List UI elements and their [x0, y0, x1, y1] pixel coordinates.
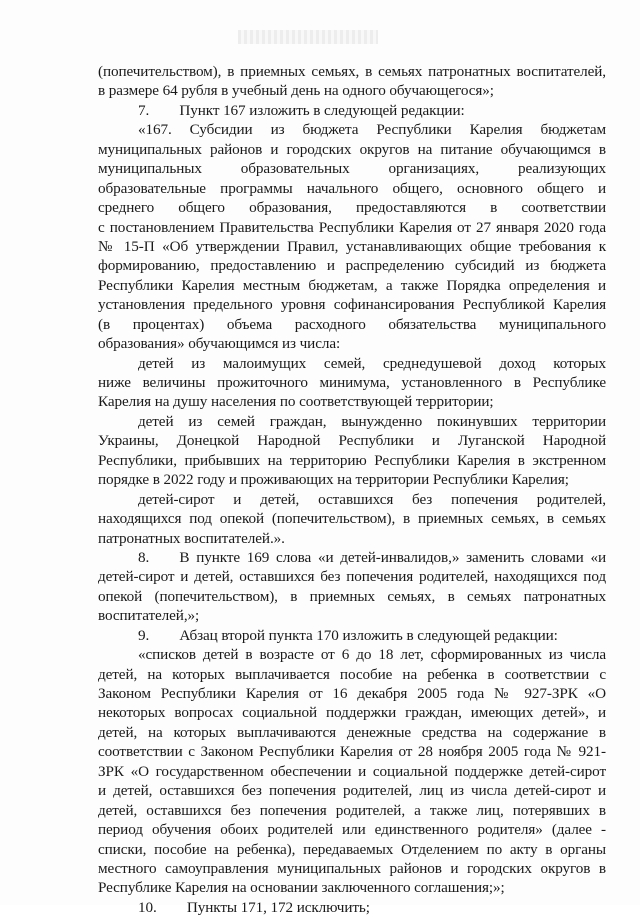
text-line: патронатных воспитателей.».	[98, 529, 285, 547]
text-line: Республики Карелия местным бюджетам, а также Порядка определения и	[98, 276, 606, 294]
list-item-number: 10. Пункты 171, 172 исключить;	[138, 898, 370, 916]
text-line: воспитателей,»;	[98, 607, 200, 625]
text-line: «списков детей в возрасте от 6 до 18 лет, сформированных из числа	[138, 646, 606, 664]
text-line: Карелия на душу населения по соответствующей территории;	[98, 393, 494, 411]
text-line: детей из малоимущих семей, среднедушевой доход которых	[138, 354, 606, 372]
text-line: образовательные программы начального общего, основного общего и	[98, 179, 606, 197]
text-line: детей, на которых выплачивается пособие на ребенка в соответствии с	[98, 665, 606, 683]
text-line: Украины, Донецкой Народной Республики и Луганской Народной	[98, 432, 606, 450]
text-line: порядке в 2022 году и проживающих на территории Республики Карелия;	[98, 471, 569, 489]
text-line: в размере 64 рубля в учебный день на одного обучающегося»;	[98, 82, 494, 100]
scan-stamp-mark	[238, 30, 378, 44]
list-item-number: 9. Абзац второй пункта 170 изложить в следующей редакции:	[138, 626, 558, 644]
text-line: ЗРК «О государственном обеспечении и социальной поддержке детей-сирот	[98, 762, 606, 780]
text-line: некоторых вопросах социальной поддержки граждан, имеющих детей», и	[98, 704, 606, 722]
text-line: детей-сирот и детей, оставшихся без попечения родителей, находящихся под	[98, 568, 606, 586]
text-line: среднего общего образования, предоставляются в соответствии	[98, 199, 606, 217]
text-line: соответствии с Законом Республики Карелия от 28 ноября 2005 года № 921-	[98, 743, 606, 761]
text-line: находящихся под опекой (попечительством), в приемных семьях, в семьях	[98, 510, 606, 528]
text-line: муниципальных образовательных организациях, реализующих	[98, 160, 606, 178]
text-line: период обучения обоих родителей или единственного родителя» (далее -	[98, 821, 606, 839]
text-line: Республике Карелия на основании заключенного соглашения;»;	[98, 879, 505, 897]
text-line: детей, оставшихся без попечения родителей, а также лиц, потерявших в	[98, 801, 606, 819]
text-line: ниже величины прожиточного минимума, установленного в Республике	[98, 374, 606, 391]
text-line: и детей, оставшихся без попечения родителей, лиц из числа детей-сирот и	[98, 782, 606, 800]
text-line: местного самоуправления муниципальных районов и городских округов в	[98, 859, 606, 877]
text-line: списки, пособие на ребенка), передаваемых Отделением по акту в органы	[98, 840, 606, 858]
text-line: опекой (попечительством), в приемных семьях, в семьях патронатных	[98, 587, 606, 605]
text-line: установления предельного уровня софинансирования Республикой Карелия	[98, 296, 606, 314]
text-line: Республики, прибывших на территорию Республики Карелия в экстренном	[98, 451, 606, 469]
text-line: детей, на которых выплачиваются денежные средства на содержание в	[98, 723, 606, 741]
text-line: (в процентах) объема расходного обязательства муниципального	[98, 315, 606, 333]
text-line: № 15-П «Об утверждении Правил, устанавливающих общие требования к	[98, 237, 606, 255]
document-body	[98, 62, 606, 917]
text-line: формированию, предоставлению и распределению субсидий из бюджета	[98, 257, 606, 275]
text-line: «167. Субсидии из бюджета Республики Карелия бюджетам	[138, 121, 606, 139]
text-line: детей-сирот и детей, оставшихся без попечения родителей,	[138, 490, 606, 508]
text-line: с постановлением Правительства Республики Карелия от 27 января 2020 года	[98, 218, 606, 236]
text-line: Законом Республики Карелия от 16 декабря 2005 года № 927-ЗРК «О	[98, 685, 606, 702]
text-line: детей из семей граждан, вынужденно покинувших территории	[138, 412, 606, 430]
text-line: образования» обучающимся из числа:	[98, 335, 341, 353]
list-item-number: 7. Пункт 167 изложить в следующей редакции:	[138, 101, 465, 119]
text-line: муниципальных районов и городских округов на питание обучающимся в	[98, 140, 606, 158]
text-line: (попечительством), в приемных семьях, в семьях патронатных воспитателей,	[98, 63, 606, 80]
list-item-number: 8. В пункте 169 слова «и детей-инвалидов,» заменить словами «и	[138, 548, 606, 566]
